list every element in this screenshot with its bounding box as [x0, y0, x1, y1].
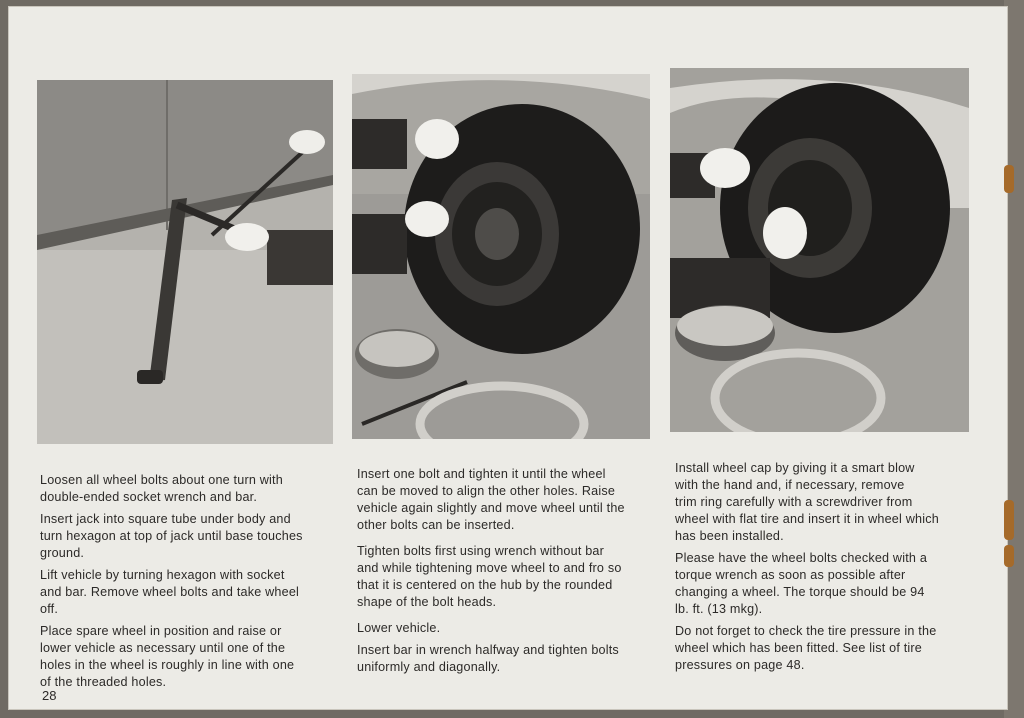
- text-column-3: [675, 460, 971, 679]
- paragraph: Tighten bolts first using wrench without bar and while tightening move wheel to and fro so that it is centered on the hub by the rounded shape of the bolt heads.: [357, 544, 622, 609]
- paragraph: Insert jack into square tube under body and turn hexagon at top of jack until base touches ground.: [40, 512, 303, 560]
- paragraph: Install wheel cap by giving it a smart blow with the hand and, if necessary, remove trim ring carefully with a screwdriver from wheel with flat tire and insert it in wheel which has been installed.: [675, 461, 939, 543]
- page-number: 28: [42, 688, 57, 703]
- paragraph: Do not forget to check the tire pressure in the wheel which has been fitted. See list of tire pressures on page 48.: [675, 624, 937, 672]
- paragraph: Insert bar in wrench halfway and tighten bolts uniformly and diagonally.: [357, 643, 619, 674]
- stain: [1004, 545, 1014, 567]
- paragraph: Lower vehicle.: [357, 621, 441, 635]
- photo-wheel-cap: [670, 68, 969, 432]
- stain: [1004, 500, 1014, 540]
- stain: [1004, 165, 1014, 193]
- photo-jack: [37, 80, 333, 444]
- photo-wheel-fitting: [352, 74, 650, 439]
- paragraph: Lift vehicle by turning hexagon with socket and bar. Remove wheel bolts and take wheel off.: [40, 568, 300, 616]
- paragraph: Place spare wheel in position and raise or lower vehicle as necessary until one of the holes in the wheel is roughly in line with one of the threaded holes.: [40, 624, 295, 689]
- paragraph: Please have the wheel bolts checked with a torque wrench as soon as possible after changing a wheel. The torque should be 94 lb. ft. (13 mkg).: [675, 551, 928, 616]
- text-column-2: [357, 466, 653, 681]
- paragraph: Insert one bolt and tighten it until the wheel can be moved to align the other holes. Raise vehicle again slightly and move wheel until the other bolts can be inserted.: [357, 467, 625, 532]
- paragraph: Loosen all wheel bolts about one turn with double-ended socket wrench and bar.: [40, 473, 283, 504]
- text-column-1: [40, 472, 335, 696]
